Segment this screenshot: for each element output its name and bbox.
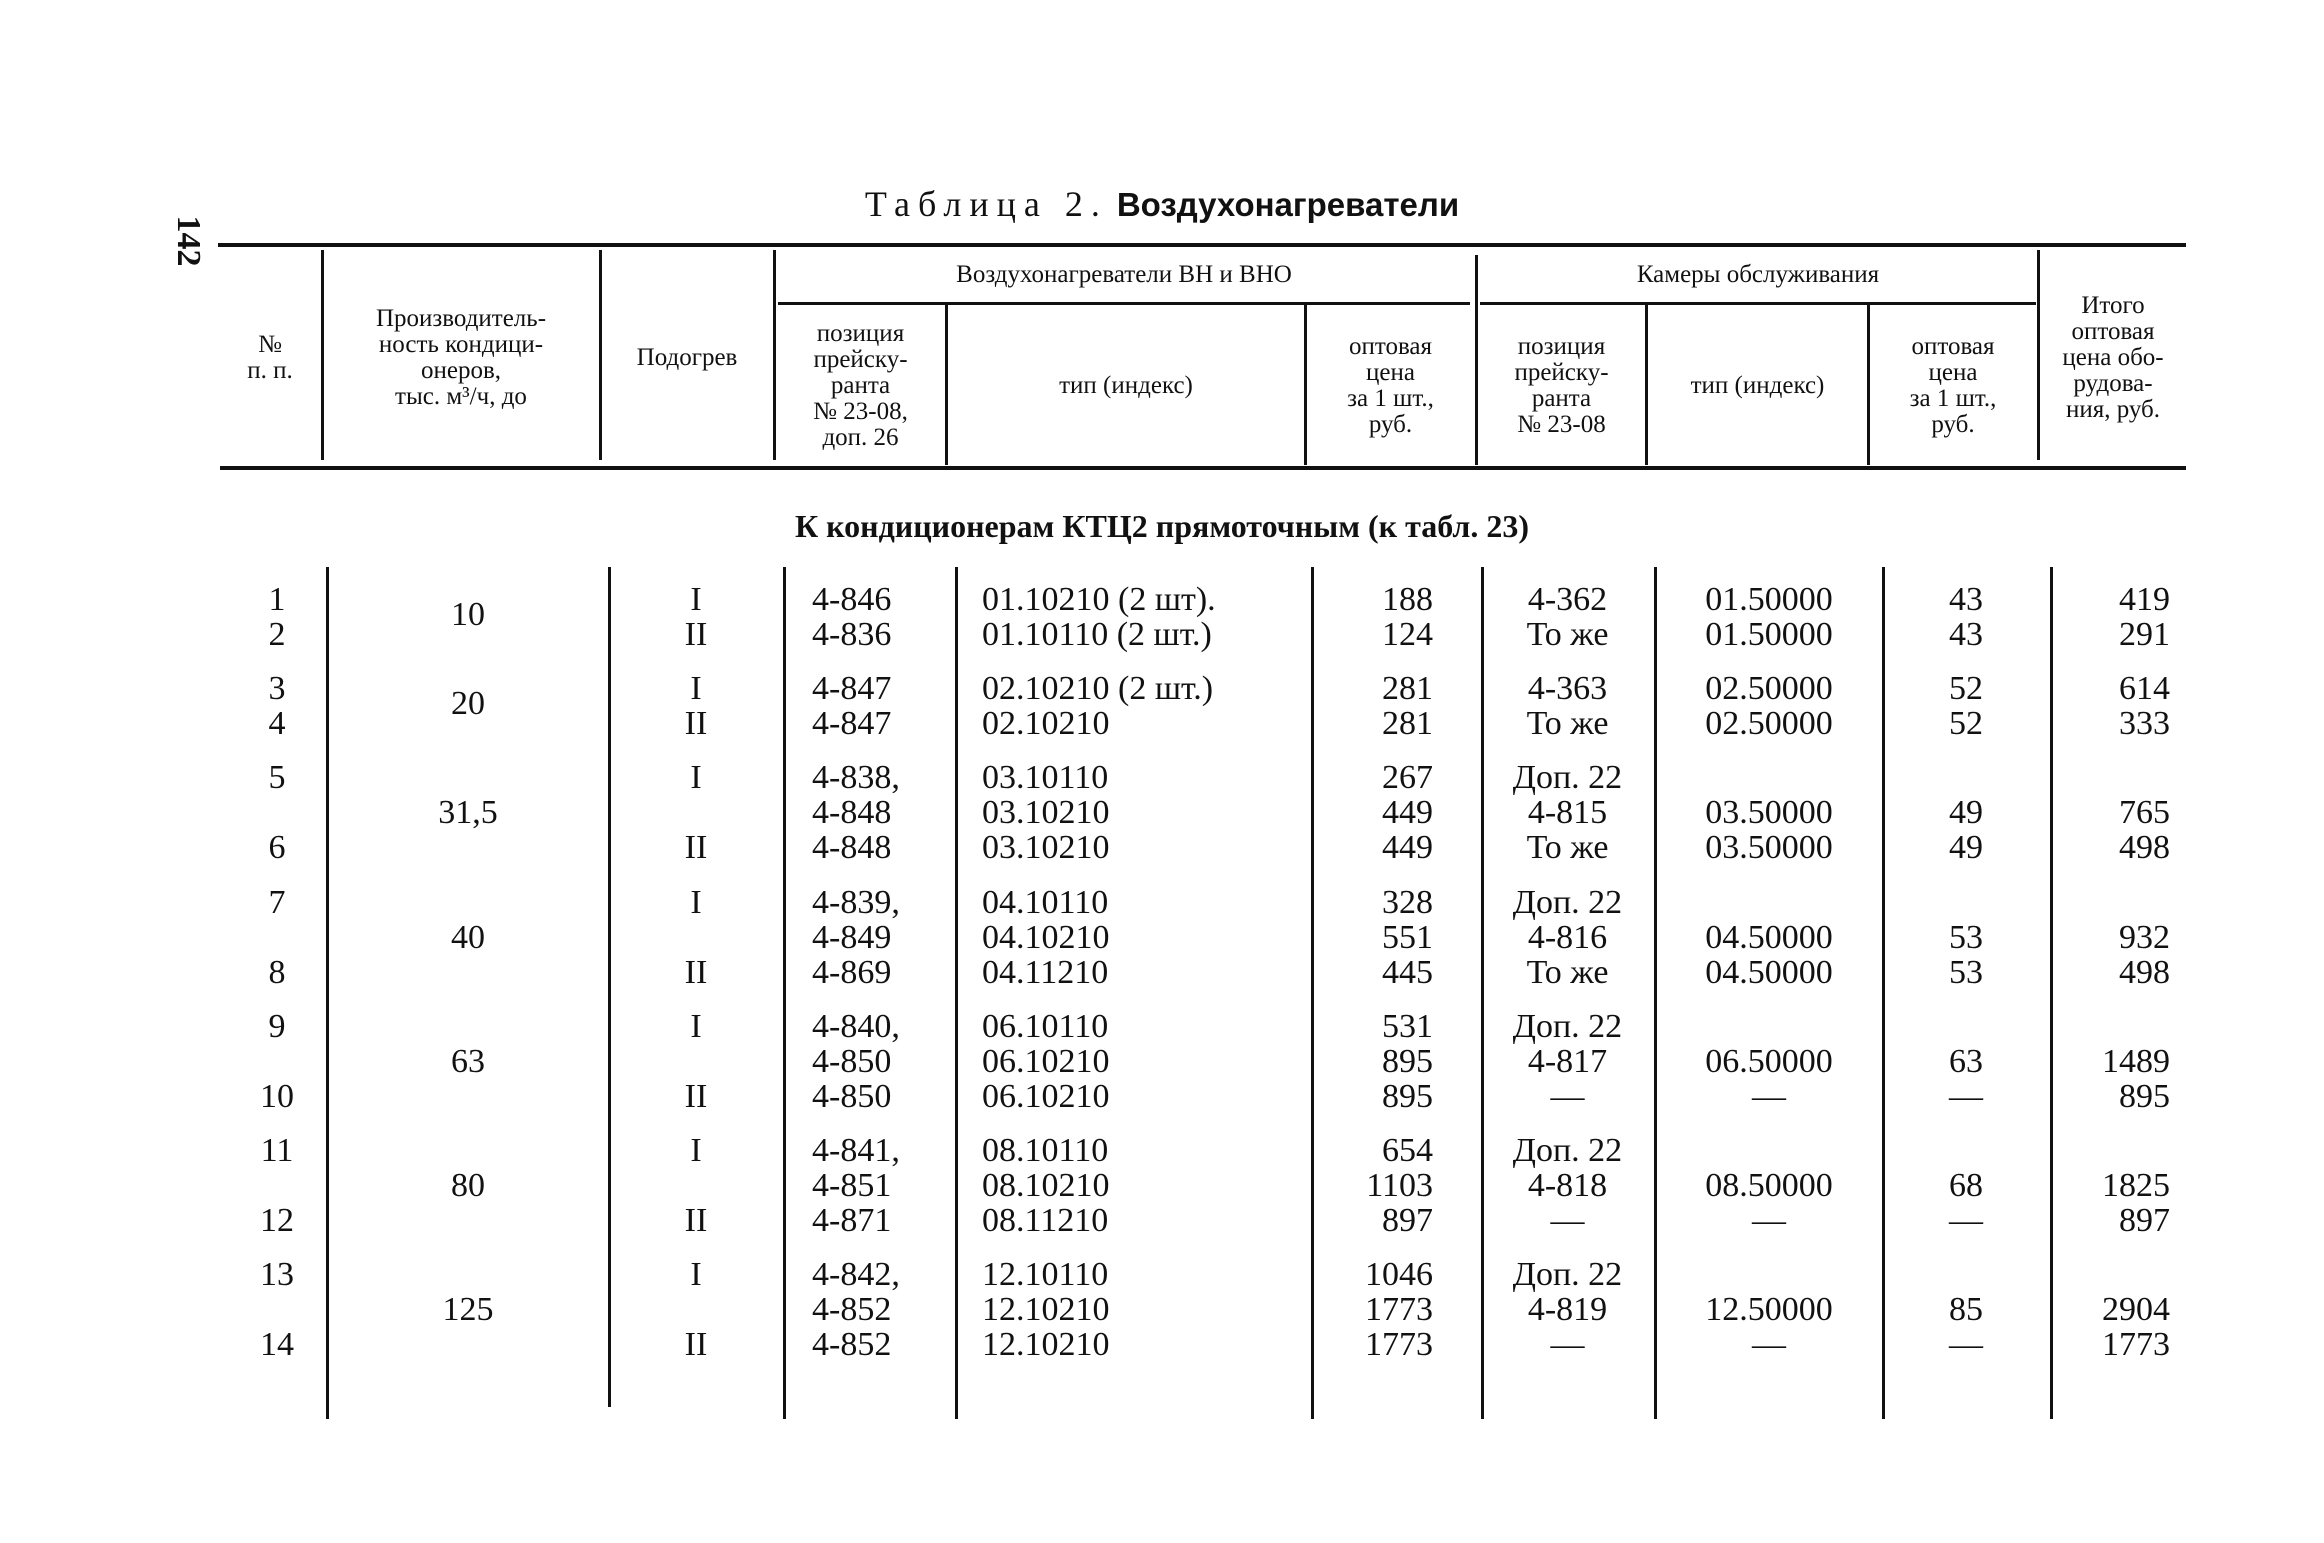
table-cell-hpos: 4-836 — [812, 616, 892, 653]
table-cell-n: 7 — [268, 884, 286, 921]
table-cell-hpos: 4-839, — [812, 884, 900, 921]
table-cell-hprice: 445 — [1382, 954, 1433, 991]
table-cell-n: 2 — [268, 616, 286, 653]
table-cell-n: 13 — [260, 1256, 294, 1293]
table-label: Таблица 2. — [864, 184, 1108, 224]
table-cell-heat: I — [690, 759, 702, 796]
table-cell-hprice: 449 — [1382, 829, 1433, 866]
table-cell-htype: 04.11210 — [982, 954, 1109, 991]
table-cell-total: 2904 — [2102, 1291, 2170, 1328]
table-cell-n: 5 — [268, 759, 286, 796]
table-cell-htype: 06.10110 — [982, 1008, 1109, 1045]
header-top-rule — [218, 243, 2186, 247]
table-cell-ctype: 01.50000 — [1705, 581, 1833, 618]
table-cell-cprice: 52 — [1949, 670, 1983, 707]
table-cell-hpos: 4-850 — [812, 1043, 892, 1080]
table-cell-cap: 40 — [451, 919, 485, 956]
table-cell-cprice: 85 — [1949, 1291, 1983, 1328]
header-heater-type: тип (индекс) — [1059, 372, 1193, 399]
table-cell-htype: 12.10210 — [982, 1326, 1110, 1363]
table-cell-heat: I — [690, 581, 702, 618]
table-cell-htype: 03.10210 — [982, 829, 1110, 866]
table-cell-htype: 01.10210 (2 шт). — [982, 581, 1216, 618]
table-cell-cprice: — — [1949, 1326, 1983, 1363]
table-cell-cpos: 4-817 — [1527, 1043, 1608, 1080]
table-cell-htype: 12.10210 — [982, 1291, 1110, 1328]
header-group-heaters: Воздухонагреватели ВН и ВНО — [956, 261, 1292, 288]
header-capacity: Производитель- ность кондици- онеров, тыс. м³/ч, до — [375, 304, 547, 410]
table-cell-cap: 63 — [451, 1043, 485, 1080]
table-cell-heat: II — [684, 1078, 708, 1115]
table-cell-hprice: 1103 — [1366, 1167, 1433, 1204]
table-cell-cap: 125 — [442, 1291, 494, 1328]
table-cell-cprice: 49 — [1949, 829, 1983, 866]
table-cell-total: 1773 — [2102, 1326, 2170, 1363]
table-cell-ctype: 04.50000 — [1705, 954, 1833, 991]
header-chamber-type: тип (индекс) — [1690, 372, 1825, 399]
table-cell-cprice: 52 — [1949, 705, 1983, 742]
body-divider — [608, 567, 611, 1407]
table-cell-hpos: 4-851 — [812, 1167, 892, 1204]
table-cell-cpos: То же — [1526, 829, 1609, 866]
table-cell-heat: II — [684, 829, 708, 866]
table-cell-total: 1489 — [2102, 1043, 2170, 1080]
page-number: 142 — [170, 215, 207, 267]
table-cell-hprice: 895 — [1382, 1043, 1433, 1080]
table-cell-n: 9 — [268, 1008, 286, 1045]
table-cell-cpos: 4-815 — [1527, 794, 1608, 831]
table-cell-heat: II — [684, 1202, 708, 1239]
table-cell-cpos: То же — [1526, 954, 1609, 991]
table-cell-htype: 02.10210 (2 шт.) — [982, 670, 1214, 707]
header-divider — [321, 250, 324, 460]
table-cell-cap: 80 — [451, 1167, 485, 1204]
table-cell-heat: II — [684, 616, 708, 653]
header-heating: Подогрев — [636, 343, 738, 371]
table-cell-cprice: — — [1949, 1202, 1983, 1239]
body-divider — [1481, 567, 1484, 1419]
table-cell-cpos: — — [1550, 1078, 1585, 1115]
table-cell-n: 11 — [260, 1132, 294, 1169]
table-cell-heat: I — [690, 884, 702, 921]
table-cell-hpos: 4-842, — [812, 1256, 900, 1293]
header-divider — [1645, 305, 1648, 465]
header-num: № п. п. — [247, 330, 293, 384]
table-cell-hpos: 4-847 — [812, 705, 892, 742]
table-cell-hprice: 267 — [1382, 759, 1433, 796]
header-chamber-price: оптовая цена за 1 шт., руб. — [1909, 333, 1997, 438]
table-cell-cpos: 4-818 — [1527, 1167, 1608, 1204]
table-cell-hprice: 895 — [1382, 1078, 1433, 1115]
table-cell-htype: 06.10210 — [982, 1043, 1110, 1080]
table-cell-hpos: 4-869 — [812, 954, 892, 991]
table-cell-cpos: Доп. 22 — [1512, 1132, 1623, 1169]
table-cell-cpos: — — [1550, 1202, 1585, 1239]
table-cell-cpos: Доп. 22 — [1512, 1256, 1623, 1293]
table-cell-n: 1 — [268, 581, 286, 618]
header-divider — [773, 250, 776, 460]
table-cell-hprice: 188 — [1382, 581, 1433, 618]
header-group-chambers: Камеры обслуживания — [1636, 261, 1880, 288]
body-divider — [1311, 567, 1314, 1419]
table-cell-hpos: 4-847 — [812, 670, 892, 707]
header-bottom-rule — [220, 466, 2186, 470]
table-cell-cpos: 4-363 — [1527, 670, 1608, 707]
table-cell-cprice: — — [1949, 1078, 1983, 1115]
table-title — [0, 183, 2324, 225]
table-cell-hprice: 551 — [1382, 919, 1433, 956]
table-cell-total: 498 — [2119, 954, 2170, 991]
table-cell-ctype: 02.50000 — [1705, 670, 1833, 707]
group-rule-heaters — [778, 302, 1470, 305]
table-cell-htype: 08.10210 — [982, 1167, 1110, 1204]
capacity-cell: 10 — [451, 596, 485, 633]
table-cell-cpos: То же — [1526, 616, 1609, 653]
table-cell-heat: I — [690, 1008, 702, 1045]
table-cell-ctype: 02.50000 — [1705, 705, 1833, 742]
table-cell-n: 4 — [268, 705, 286, 742]
table-cell-cpos: То же — [1526, 705, 1609, 742]
table-cell-cpos: 4-819 — [1527, 1291, 1608, 1328]
table-cell-hprice: 1773 — [1365, 1291, 1433, 1328]
table-cell-hpos: 4-852 — [812, 1291, 892, 1328]
table-cell-cprice: 68 — [1949, 1167, 1983, 1204]
table-cell-n: 6 — [268, 829, 286, 866]
table-cell-heat: I — [690, 1256, 702, 1293]
table-cell-hpos: 4-852 — [812, 1326, 892, 1363]
table-cell-total: 895 — [2119, 1078, 2170, 1115]
table-cell-total: 1825 — [2102, 1167, 2170, 1204]
table-name: Воздухонагреватели — [1116, 186, 1460, 223]
table-cell-n: 12 — [260, 1202, 294, 1239]
table-cell-total: 291 — [2119, 616, 2170, 653]
table-cell-ctype: 12.50000 — [1705, 1291, 1833, 1328]
table-cell-htype: 08.11210 — [982, 1202, 1109, 1239]
table-cell-cprice: 53 — [1949, 919, 1983, 956]
table-cell-htype: 12.10110 — [982, 1256, 1109, 1293]
table-cell-hpos: 4-848 — [812, 794, 892, 831]
table-cell-total: 498 — [2119, 829, 2170, 866]
table-cell-heat: I — [690, 670, 702, 707]
table-cell-hpos: 4-841, — [812, 1132, 900, 1169]
table-cell-heat: I — [690, 1132, 702, 1169]
table-cell-htype: 04.10210 — [982, 919, 1110, 956]
table-cell-htype: 03.10210 — [982, 794, 1110, 831]
header-divider — [2037, 250, 2040, 460]
header-chamber-position: позиция прейску- ранта № 23-08 — [1514, 333, 1609, 438]
header-total: Итого оптовая цена обо- рудова- ния, руб. — [2062, 291, 2164, 423]
table-cell-htype: 03.10110 — [982, 759, 1109, 796]
table-cell-n: 3 — [268, 670, 286, 707]
group-rule-chambers — [1480, 302, 2036, 305]
table-cell-ctype: 01.50000 — [1705, 616, 1833, 653]
table-cell-hprice: 897 — [1382, 1202, 1433, 1239]
body-divider — [1882, 567, 1885, 1419]
section-title: К кондиционерам КТЦ2 прямоточным (к табл. 23) — [794, 508, 1530, 544]
table-cell-cpos: 4-816 — [1527, 919, 1608, 956]
table-cell-hpos: 4-848 — [812, 829, 892, 866]
table-cell-cpos: Доп. 22 — [1512, 884, 1623, 921]
table-cell-cprice: 53 — [1949, 954, 1983, 991]
table-cell-cprice: 49 — [1949, 794, 1983, 831]
table-cell-total: 897 — [2119, 1202, 2170, 1239]
table-cell-hprice: 654 — [1382, 1132, 1433, 1169]
table-cell-total: 614 — [2119, 670, 2170, 707]
table-cell-cprice: 43 — [1949, 581, 1983, 618]
table-cell-n: 10 — [260, 1078, 294, 1115]
table-cell-ctype: 08.50000 — [1705, 1167, 1833, 1204]
table-cell-heat: II — [684, 1326, 708, 1363]
body-divider — [326, 567, 329, 1419]
table-cell-cpos: 4-362 — [1527, 581, 1608, 618]
table-cell-hpos: 4-838, — [812, 759, 900, 796]
body-divider — [2050, 567, 2053, 1419]
table-cell-hprice: 1046 — [1365, 1256, 1433, 1293]
table-cell-hprice: 281 — [1382, 670, 1433, 707]
header-divider — [599, 250, 602, 460]
table-cell-hprice: 449 — [1382, 794, 1433, 831]
table-cell-total: 932 — [2119, 919, 2170, 956]
body-divider — [1654, 567, 1657, 1419]
table-cell-cpos: Доп. 22 — [1512, 759, 1623, 796]
table-cell-n: 8 — [268, 954, 286, 991]
table-cell-hprice: 281 — [1382, 705, 1433, 742]
table-cell-ctype: 04.50000 — [1705, 919, 1833, 956]
table-cell-total: 333 — [2119, 705, 2170, 742]
table-cell-cprice: 43 — [1949, 616, 1983, 653]
header-divider — [1475, 255, 1478, 465]
header-divider — [1304, 305, 1307, 465]
table-cell-ctype: 03.50000 — [1705, 829, 1833, 866]
table-cell-hpos: 4-840, — [812, 1008, 900, 1045]
capacity-cell: 20 — [451, 685, 485, 722]
table-cell-ctype: — — [1752, 1078, 1786, 1115]
table-cell-htype: 02.10210 — [982, 705, 1110, 742]
table-cell-total: 765 — [2119, 794, 2170, 831]
table-cell-n: 14 — [260, 1326, 294, 1363]
table-cell-htype: 01.10110 (2 шт.) — [982, 616, 1212, 653]
header-divider — [945, 305, 948, 465]
table-cell-hpos: 4-846 — [812, 581, 892, 618]
body-divider — [955, 567, 958, 1419]
table-cell-htype: 04.10110 — [982, 884, 1109, 921]
table-cell-ctype: 06.50000 — [1705, 1043, 1833, 1080]
table-cell-htype: 08.10110 — [982, 1132, 1109, 1169]
table-cell-total: 419 — [2119, 581, 2170, 618]
table-cell-heat: II — [684, 954, 708, 991]
table-cell-heat: II — [684, 705, 708, 742]
table-cell-hprice: 531 — [1382, 1008, 1433, 1045]
table-cell-hprice: 1773 — [1365, 1326, 1433, 1363]
header-heater-price: оптовая цена за 1 шт., руб. — [1347, 333, 1434, 438]
table-cell-hprice: 328 — [1382, 884, 1433, 921]
header-divider — [1867, 305, 1870, 465]
header-heater-position: позиция прейску- ранта № 23-08, доп. 26 — [813, 320, 908, 451]
table-cell-htype: 06.10210 — [982, 1078, 1110, 1115]
table-cell-hpos: 4-849 — [812, 919, 892, 956]
table-cell-cpos: — — [1550, 1326, 1585, 1363]
table-cell-hpos: 4-871 — [812, 1202, 892, 1239]
table-cell-cprice: 63 — [1949, 1043, 1983, 1080]
table-cell-hprice: 124 — [1382, 616, 1433, 653]
table-cell-hpos: 4-850 — [812, 1078, 892, 1115]
body-divider — [783, 567, 786, 1419]
table-cell-ctype: — — [1752, 1202, 1786, 1239]
table-cell-ctype: 03.50000 — [1705, 794, 1833, 831]
table-cell-ctype: — — [1752, 1326, 1786, 1363]
table-cell-cap: 31,5 — [438, 794, 498, 831]
table-cell-cpos: Доп. 22 — [1512, 1008, 1623, 1045]
